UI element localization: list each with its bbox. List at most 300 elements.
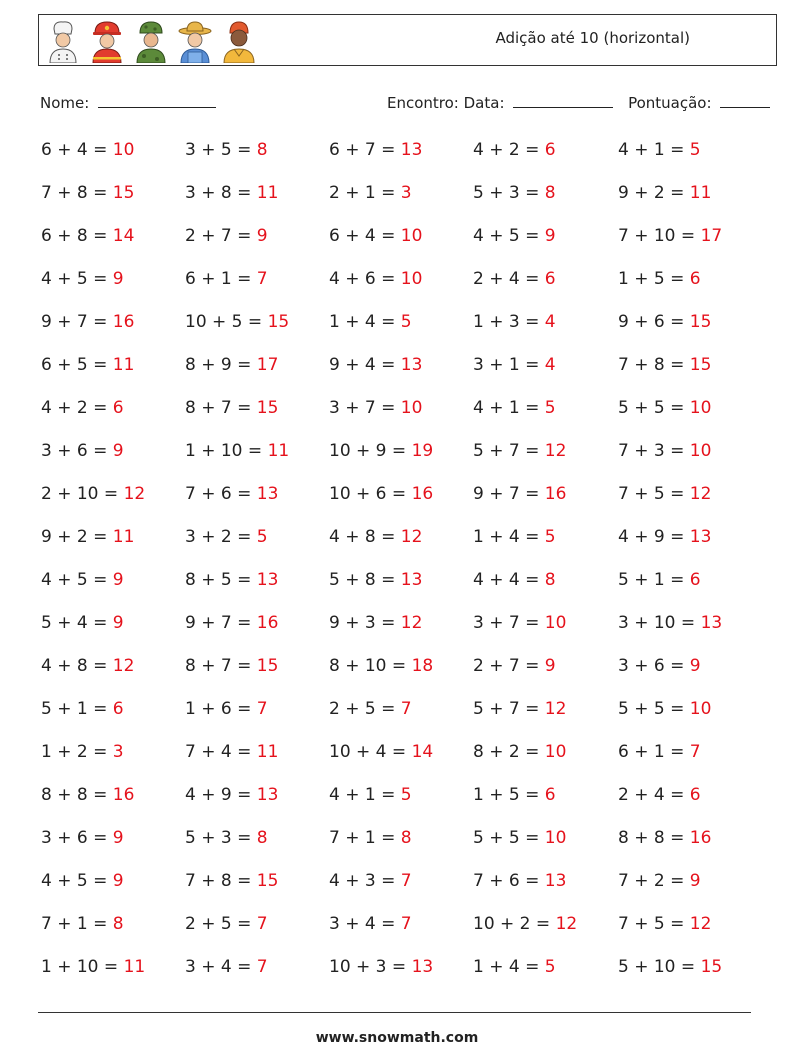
problem-item (618, 828, 711, 848)
problem-expression: 5 + 5 = (473, 828, 545, 848)
problem-item (618, 441, 711, 461)
problem-answer: 16 (256, 613, 279, 633)
problem-item (185, 785, 278, 805)
problem-item (473, 355, 556, 375)
problem-answer: 19 (411, 441, 434, 461)
problem-expression: 3 + 6 = (41, 828, 113, 848)
problem-expression: 7 + 6 = (185, 484, 257, 504)
problem-expression: 7 + 1 = (41, 914, 113, 934)
problem-expression: 1 + 4 = (329, 312, 401, 332)
problem-item (618, 785, 701, 805)
problem-expression: 6 + 1 = (618, 742, 690, 762)
problem-item (41, 656, 134, 676)
problem-answer: 16 (689, 828, 712, 848)
problem-answer: 15 (256, 656, 279, 676)
problem-item (41, 226, 134, 246)
problem-item (329, 312, 412, 332)
problem-item (618, 613, 722, 633)
problem-item (329, 355, 422, 375)
problem-expression: 8 + 8 = (41, 785, 113, 805)
problem-expression: 7 + 10 = (618, 226, 701, 246)
problem-item (185, 183, 278, 203)
problem-item (185, 484, 278, 504)
problem-answer: 10 (400, 269, 423, 289)
problem-item (41, 183, 134, 203)
meeting-score-field (387, 93, 770, 112)
problem-answer: 5 (400, 785, 412, 805)
problem-item (41, 484, 145, 504)
problem-expression: 5 + 7 = (473, 441, 545, 461)
problem-answer: 15 (700, 957, 723, 977)
problem-expression: 4 + 6 = (329, 269, 401, 289)
problem-expression: 7 + 6 = (473, 871, 545, 891)
problem-answer: 14 (112, 226, 135, 246)
problem-expression: 7 + 2 = (618, 871, 690, 891)
problem-answer: 6 (112, 699, 124, 719)
problem-expression: 8 + 2 = (473, 742, 545, 762)
problem-expression: 6 + 4 = (41, 140, 113, 160)
problem-item (618, 527, 711, 547)
problem-item (41, 570, 124, 590)
problem-expression: 7 + 8 = (41, 183, 113, 203)
problem-answer: 15 (112, 183, 135, 203)
problem-expression: 7 + 5 = (618, 914, 690, 934)
problem-answer: 6 (689, 269, 701, 289)
problem-expression: 4 + 2 = (473, 140, 545, 160)
problem-expression: 5 + 10 = (618, 957, 701, 977)
problem-expression: 4 + 9 = (185, 785, 257, 805)
problem-answer: 4 (544, 312, 556, 332)
problem-answer: 8 (256, 140, 268, 160)
problem-item (618, 871, 701, 891)
problem-item (473, 914, 577, 934)
problem-expression: 4 + 9 = (618, 527, 690, 547)
problem-answer: 7 (400, 914, 412, 934)
problem-answer: 13 (700, 613, 723, 633)
problem-answer: 12 (544, 699, 567, 719)
problem-item (618, 398, 711, 418)
problem-expression: 4 + 5 = (41, 871, 113, 891)
problem-expression: 7 + 8 = (185, 871, 257, 891)
problem-item (473, 570, 556, 590)
problem-expression: 5 + 3 = (185, 828, 257, 848)
problem-answer: 9 (112, 570, 124, 590)
problem-answer: 7 (400, 871, 412, 891)
problem-item (618, 484, 711, 504)
problem-expression: 7 + 8 = (618, 355, 690, 375)
problem-answer: 13 (400, 140, 423, 160)
problem-expression: 9 + 7 = (473, 484, 545, 504)
problem-item (329, 226, 422, 246)
problem-expression: 1 + 10 = (185, 441, 268, 461)
problem-item (618, 269, 701, 289)
problem-answer: 13 (544, 871, 567, 891)
problem-item (41, 355, 134, 375)
problem-item (618, 355, 711, 375)
problem-answer: 9 (112, 441, 124, 461)
problem-answer: 16 (112, 785, 135, 805)
problem-answer: 4 (544, 355, 556, 375)
problem-answer: 15 (267, 312, 290, 332)
problem-expression: 9 + 2 = (41, 527, 113, 547)
problem-answer: 9 (112, 613, 124, 633)
problem-answer: 13 (256, 484, 279, 504)
problem-item (329, 398, 422, 418)
footer-url: www.snowmath.com (315, 1030, 479, 1046)
problem-item (329, 957, 433, 977)
problem-item (473, 613, 566, 633)
problem-expression: 3 + 8 = (185, 183, 257, 203)
problem-expression: 3 + 7 = (473, 613, 545, 633)
problem-expression: 9 + 6 = (618, 312, 690, 332)
problem-item (329, 871, 412, 891)
problem-item (329, 441, 433, 461)
problem-item (185, 226, 268, 246)
problem-expression: 3 + 6 = (41, 441, 113, 461)
problem-answer: 12 (112, 656, 135, 676)
problem-expression: 9 + 3 = (329, 613, 401, 633)
problem-item (41, 398, 124, 418)
problem-expression: 3 + 6 = (618, 656, 690, 676)
problem-expression: 4 + 5 = (41, 570, 113, 590)
problem-expression: 6 + 4 = (329, 226, 401, 246)
problem-answer: 7 (400, 699, 412, 719)
problem-item (185, 355, 278, 375)
problem-item (473, 828, 566, 848)
problem-answer: 16 (411, 484, 434, 504)
name-label: Nome: (40, 94, 90, 112)
problem-expression: 7 + 3 = (618, 441, 690, 461)
firefighter-icon (89, 19, 125, 63)
problem-expression: 5 + 1 = (618, 570, 690, 590)
problem-item (473, 140, 556, 160)
problem-expression: 5 + 4 = (41, 613, 113, 633)
problem-item (473, 312, 556, 332)
problem-answer: 11 (123, 957, 146, 977)
problem-expression: 3 + 7 = (329, 398, 401, 418)
problem-expression: 1 + 4 = (473, 527, 545, 547)
problem-expression: 2 + 4 = (618, 785, 690, 805)
problem-expression: 4 + 5 = (473, 226, 545, 246)
problem-answer: 10 (689, 441, 712, 461)
problem-answer: 13 (411, 957, 434, 977)
problem-answer: 5 (544, 398, 556, 418)
problem-answer: 15 (256, 871, 279, 891)
problem-expression: 7 + 4 = (185, 742, 257, 762)
problem-item (618, 699, 711, 719)
problem-answer: 3 (112, 742, 124, 762)
problem-expression: 1 + 4 = (473, 957, 545, 977)
problem-item (329, 914, 412, 934)
problem-expression: 1 + 5 = (473, 785, 545, 805)
problem-item (185, 742, 278, 762)
problem-answer: 16 (112, 312, 135, 332)
problem-answer: 12 (689, 484, 712, 504)
problem-answer: 10 (689, 699, 712, 719)
problem-expression: 9 + 2 = (618, 183, 690, 203)
problem-answer: 10 (400, 226, 423, 246)
problem-expression: 8 + 8 = (618, 828, 690, 848)
problem-item (473, 484, 566, 504)
problem-expression: 4 + 8 = (41, 656, 113, 676)
problem-expression: 7 + 1 = (329, 828, 401, 848)
problem-item (473, 527, 556, 547)
problem-item (618, 656, 701, 676)
problem-expression: 4 + 4 = (473, 570, 545, 590)
problem-expression: 4 + 3 = (329, 871, 401, 891)
problem-expression: 3 + 10 = (618, 613, 701, 633)
farmer-icon (177, 19, 213, 63)
problem-item (329, 699, 412, 719)
problem-item (185, 699, 268, 719)
meeting-label: Encontro: Data: (387, 94, 505, 112)
problem-answer: 6 (544, 140, 556, 160)
problem-item (473, 269, 556, 289)
problem-answer: 7 (256, 699, 268, 719)
problem-item (41, 527, 134, 547)
problem-answer: 9 (256, 226, 268, 246)
problem-answer: 8 (544, 183, 556, 203)
score-blank (720, 93, 770, 108)
problem-item (473, 785, 556, 805)
problem-answer: 11 (112, 355, 135, 375)
problem-item (618, 226, 722, 246)
chef-icon (45, 19, 81, 63)
problem-item (185, 828, 268, 848)
problem-item (329, 656, 433, 676)
problem-item (41, 871, 124, 891)
problem-item (329, 527, 422, 547)
problem-answer: 5 (689, 140, 701, 160)
problem-answer: 9 (112, 269, 124, 289)
problem-expression: 8 + 9 = (185, 355, 257, 375)
problem-answer: 12 (400, 527, 423, 547)
problem-answer: 13 (256, 570, 279, 590)
problem-answer: 11 (256, 742, 279, 762)
problem-item (41, 441, 124, 461)
worksheet-title: Adição até 10 (horizontal) (495, 29, 690, 47)
problem-item (329, 742, 433, 762)
problem-answer: 12 (400, 613, 423, 633)
problem-item (41, 613, 124, 633)
problem-answer: 9 (544, 656, 556, 676)
problem-answer: 14 (411, 742, 434, 762)
problem-item (41, 699, 124, 719)
problem-item (185, 871, 278, 891)
problem-expression: 6 + 8 = (41, 226, 113, 246)
problem-item (618, 742, 701, 762)
soldier-icon (133, 19, 169, 63)
problem-answer: 13 (689, 527, 712, 547)
problem-answer: 16 (544, 484, 567, 504)
problem-item (185, 441, 289, 461)
problem-item (473, 398, 556, 418)
problem-expression: 1 + 5 = (618, 269, 690, 289)
problem-expression: 5 + 7 = (473, 699, 545, 719)
problem-item (473, 699, 566, 719)
problem-item (41, 742, 124, 762)
problem-expression: 2 + 4 = (473, 269, 545, 289)
problem-item (329, 269, 422, 289)
problem-answer: 17 (256, 355, 279, 375)
problem-item (618, 914, 711, 934)
problem-item (185, 527, 268, 547)
problem-expression: 3 + 4 = (185, 957, 257, 977)
problem-expression: 5 + 5 = (618, 699, 690, 719)
problem-answer: 3 (400, 183, 412, 203)
problem-answer: 11 (256, 183, 279, 203)
problem-item (41, 914, 124, 934)
problem-answer: 7 (256, 269, 268, 289)
problem-answer: 5 (544, 957, 556, 977)
problem-item (185, 140, 268, 160)
problem-item (41, 785, 134, 805)
problem-expression: 6 + 5 = (41, 355, 113, 375)
problem-expression: 2 + 5 = (185, 914, 257, 934)
worksheet-header (38, 14, 777, 66)
problem-expression: 10 + 6 = (329, 484, 412, 504)
problem-item (41, 140, 134, 160)
problem-item (185, 613, 278, 633)
problem-item (473, 183, 556, 203)
problem-expression: 10 + 5 = (185, 312, 268, 332)
problem-expression: 1 + 3 = (473, 312, 545, 332)
problem-answer: 10 (544, 742, 567, 762)
problem-item (185, 570, 278, 590)
problem-answer: 13 (400, 570, 423, 590)
problem-item (618, 140, 701, 160)
problem-answer: 11 (689, 183, 712, 203)
problem-item (185, 914, 268, 934)
problem-answer: 15 (256, 398, 279, 418)
problem-answer: 17 (700, 226, 723, 246)
problem-expression: 9 + 7 = (185, 613, 257, 633)
problem-item (329, 613, 422, 633)
problem-answer: 5 (400, 312, 412, 332)
problem-answer: 10 (400, 398, 423, 418)
problem-answer: 5 (544, 527, 556, 547)
problem-answer: 7 (689, 742, 701, 762)
problem-answer: 8 (112, 914, 124, 934)
problem-item (185, 398, 278, 418)
problem-answer: 9 (112, 871, 124, 891)
problem-answer: 7 (256, 957, 268, 977)
problem-answer: 6 (689, 785, 701, 805)
problem-expression: 1 + 2 = (41, 742, 113, 762)
problem-item (185, 957, 268, 977)
problem-item (329, 570, 422, 590)
problem-item (473, 742, 566, 762)
problem-expression: 10 + 9 = (329, 441, 412, 461)
problem-answer: 12 (689, 914, 712, 934)
problem-expression: 5 + 5 = (618, 398, 690, 418)
problem-item (473, 957, 556, 977)
problem-answer: 12 (123, 484, 146, 504)
problem-expression: 4 + 8 = (329, 527, 401, 547)
problem-item (618, 957, 722, 977)
worker-icon (221, 19, 257, 63)
avatar-strip (45, 19, 257, 63)
problem-item (329, 828, 412, 848)
problem-answer: 11 (112, 527, 135, 547)
problem-expression: 8 + 10 = (329, 656, 412, 676)
problem-item (329, 183, 412, 203)
problem-answer: 5 (256, 527, 268, 547)
problem-answer: 8 (256, 828, 268, 848)
problem-expression: 8 + 5 = (185, 570, 257, 590)
problem-expression: 1 + 6 = (185, 699, 257, 719)
problem-item (618, 312, 711, 332)
problem-expression: 2 + 1 = (329, 183, 401, 203)
problem-expression: 9 + 7 = (41, 312, 113, 332)
name-blank (98, 93, 216, 108)
problem-item (473, 871, 566, 891)
problem-expression: 8 + 7 = (185, 656, 257, 676)
problem-item (473, 226, 556, 246)
problem-answer: 9 (112, 828, 124, 848)
problem-expression: 3 + 1 = (473, 355, 545, 375)
problem-answer: 13 (400, 355, 423, 375)
problem-item (329, 785, 412, 805)
problem-expression: 3 + 2 = (185, 527, 257, 547)
problem-answer: 15 (689, 312, 712, 332)
problem-answer: 18 (411, 656, 434, 676)
problem-answer: 9 (689, 656, 701, 676)
problem-expression: 4 + 1 = (329, 785, 401, 805)
problem-expression: 6 + 7 = (329, 140, 401, 160)
problem-expression: 2 + 10 = (41, 484, 124, 504)
problem-answer: 10 (689, 398, 712, 418)
problem-item (41, 957, 145, 977)
problem-expression: 2 + 7 = (473, 656, 545, 676)
name-field (40, 93, 216, 112)
problem-item (329, 484, 433, 504)
problem-expression: 10 + 3 = (329, 957, 412, 977)
problem-expression: 4 + 1 = (618, 140, 690, 160)
problem-expression: 5 + 3 = (473, 183, 545, 203)
footer-divider (38, 1012, 751, 1013)
problem-item (185, 656, 278, 676)
problem-item (41, 312, 134, 332)
date-blank (513, 93, 613, 108)
problem-expression: 2 + 5 = (329, 699, 401, 719)
problem-expression: 5 + 8 = (329, 570, 401, 590)
problem-expression: 4 + 5 = (41, 269, 113, 289)
problem-answer: 12 (555, 914, 578, 934)
problem-answer: 12 (544, 441, 567, 461)
problem-answer: 10 (544, 613, 567, 633)
problem-answer: 15 (689, 355, 712, 375)
problem-item (473, 441, 566, 461)
problem-expression: 3 + 5 = (185, 140, 257, 160)
problem-expression: 1 + 10 = (41, 957, 124, 977)
problem-answer: 8 (400, 828, 412, 848)
problem-expression: 10 + 2 = (473, 914, 556, 934)
problem-answer: 6 (112, 398, 124, 418)
problem-answer: 9 (689, 871, 701, 891)
problem-item (473, 656, 556, 676)
problem-expression: 4 + 2 = (41, 398, 113, 418)
problem-answer: 11 (267, 441, 290, 461)
problem-answer: 10 (544, 828, 567, 848)
score-label: Pontuação: (628, 94, 712, 112)
problem-answer: 9 (544, 226, 556, 246)
problem-item (618, 183, 711, 203)
problem-expression: 8 + 7 = (185, 398, 257, 418)
problem-answer: 13 (256, 785, 279, 805)
problem-item (618, 570, 701, 590)
problem-answer: 6 (689, 570, 701, 590)
